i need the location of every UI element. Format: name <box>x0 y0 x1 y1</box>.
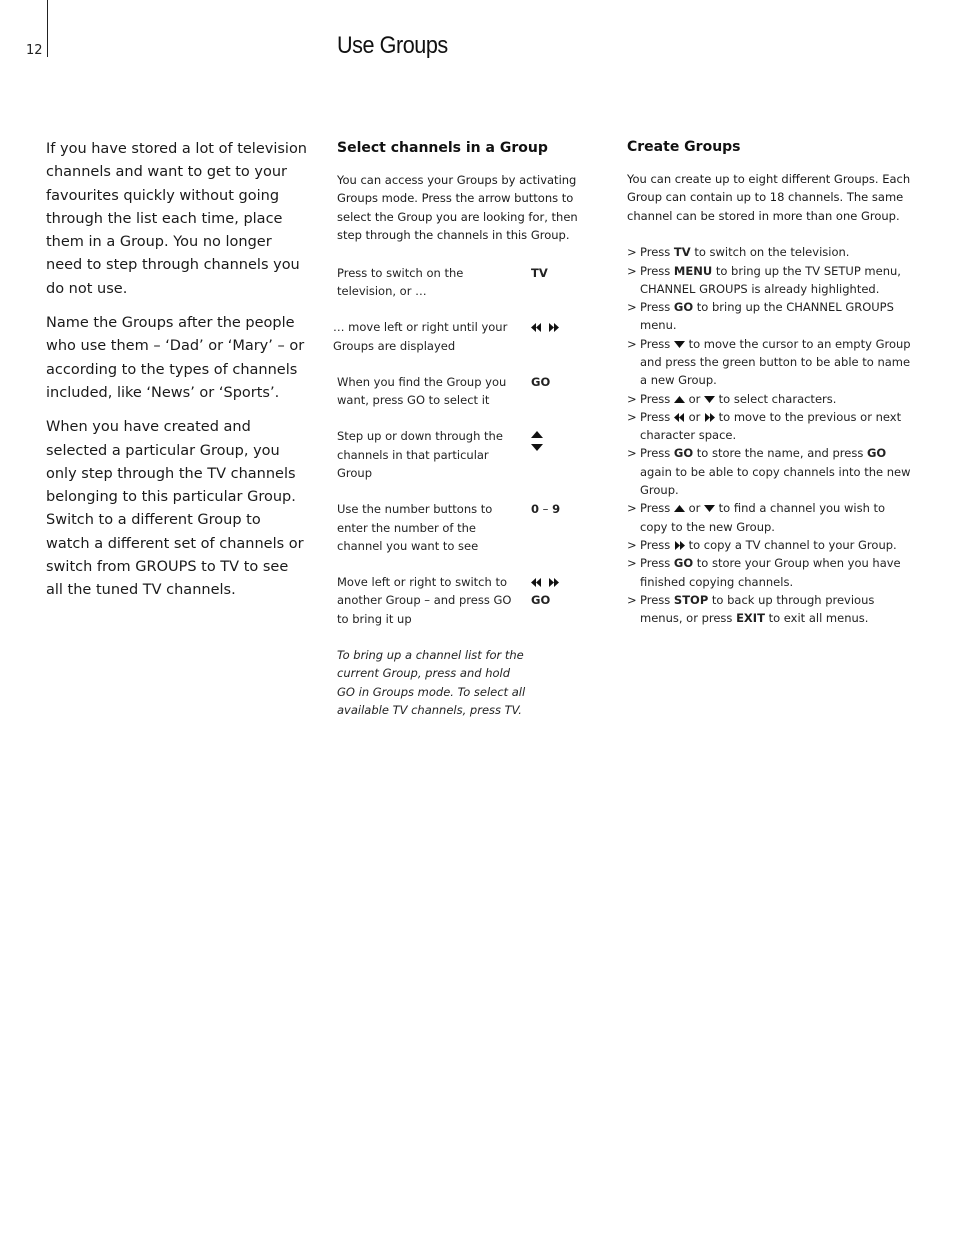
arrow-up-icon <box>531 431 543 438</box>
instruction-step <box>333 318 599 355</box>
arrow-up-icon <box>674 396 685 403</box>
key-icons <box>531 573 559 610</box>
arrow-up-icon <box>674 505 685 512</box>
section-lead: You can create up to eight different Groups. Each Group can contain up to 18 channels. The same channel can be stored in more than one Group. <box>627 172 911 223</box>
rewind-icon <box>674 413 685 422</box>
intro-paragraph: Name the Groups after the people who use them – ‘Dad’ or ‘Mary’ – or according to the types of channels included, like ‘News’ or ‘Sports’. <box>46 315 305 401</box>
section-lead: You can access your Groups by activating Groups mode. Press the arrow buttons to select the Group you are looking for, then step through the channels in this Group. <box>337 173 578 243</box>
key-label: GO <box>531 593 551 608</box>
list-item: > Press or to find a channel you wish to copy to the new Group. <box>627 499 912 536</box>
intro-column <box>46 138 308 614</box>
section-heading: Select channels in a Group <box>337 140 548 156</box>
fast-forward-icon <box>704 413 715 422</box>
rewind-icon <box>531 578 542 587</box>
instruction-step <box>337 573 599 628</box>
list-item: > Press to copy a TV channel to your Group. <box>627 536 912 554</box>
key-icons <box>531 318 559 336</box>
step-description: … move left or right until your Groups are displayed <box>333 320 508 353</box>
arrow-down-icon <box>704 396 715 403</box>
section-heading: Create Groups <box>627 139 741 155</box>
key-from: 0 <box>531 502 540 517</box>
instruction-step <box>337 500 599 555</box>
list-item: > Press to move the cursor to an empty Group and press the green button to be able to name a new Group. <box>627 335 912 390</box>
fast-forward-icon <box>674 541 685 550</box>
arrow-down-icon <box>674 341 685 348</box>
select-channels-section <box>333 140 599 731</box>
instruction-step <box>337 264 599 301</box>
step-description: Use the number buttons to enter the number of the channel you want to see <box>337 502 493 553</box>
intro-paragraph: When you have created and selected a particular Group, you only step through the TV channels belonging to this particular Group. Switch to a different Group to watch a different set of channels or switch from GROUPS to TV to see all the tuned TV channels. <box>46 419 304 599</box>
margin-rule <box>47 0 48 57</box>
instruction-step <box>337 373 599 410</box>
step-description: Press to switch on the television, or … <box>337 265 464 298</box>
key-to: 9 <box>552 502 561 517</box>
page-number: 12 <box>26 43 43 58</box>
intro-paragraph: If you have stored a lot of television channels and want to get to your favourites quickly without going through the list each time, place them in a Group. You no longer need to step through channels you do not use. <box>46 141 307 297</box>
italic-note: To bring up a channel list for the current Group, press and hold GO in Groups mode. To select all available TV channels, press TV. <box>337 648 526 717</box>
fast-forward-icon <box>548 323 559 332</box>
page-title: Use Groups <box>337 32 448 59</box>
instruction-list <box>627 243 912 627</box>
key-label: TV <box>531 265 548 280</box>
create-groups-section <box>627 139 912 627</box>
key-icons <box>531 427 543 451</box>
arrow-down-icon <box>531 444 543 451</box>
step-description: When you find the Group you want, press GO to select it <box>337 374 507 408</box>
key-separator: – <box>539 502 553 517</box>
arrow-down-icon <box>704 505 715 512</box>
fast-forward-icon <box>548 578 559 587</box>
instruction-step <box>337 427 599 482</box>
list-item: > Press GO to bring up the CHANNEL GROUPS menu. <box>627 298 912 335</box>
key-label: GO <box>531 374 551 389</box>
list-item: > Press TV to switch on the television. <box>627 243 912 261</box>
list-item: > Press GO to store your Group when you have finished copying channels. <box>627 554 912 591</box>
step-description: Step up or down through the channels in that particular Group <box>337 429 503 480</box>
list-item: > Press GO to store the name, and press GO again to be able to copy channels into the new Group. <box>627 444 912 499</box>
step-description: Move left or right to switch to another Group – and press GO to bring it up <box>337 575 512 626</box>
list-item: > Press MENU to bring up the TV SETUP menu, CHANNEL GROUPS is already highlighted. <box>627 262 912 299</box>
list-item: > Press or to select characters. <box>627 390 912 408</box>
key-label <box>531 500 560 518</box>
rewind-icon <box>531 323 542 332</box>
list-item: > Press or to move to the previous or next character space. <box>627 408 912 445</box>
list-item: > Press STOP to back up through previous menus, or press EXIT to exit all menus. <box>627 591 912 628</box>
